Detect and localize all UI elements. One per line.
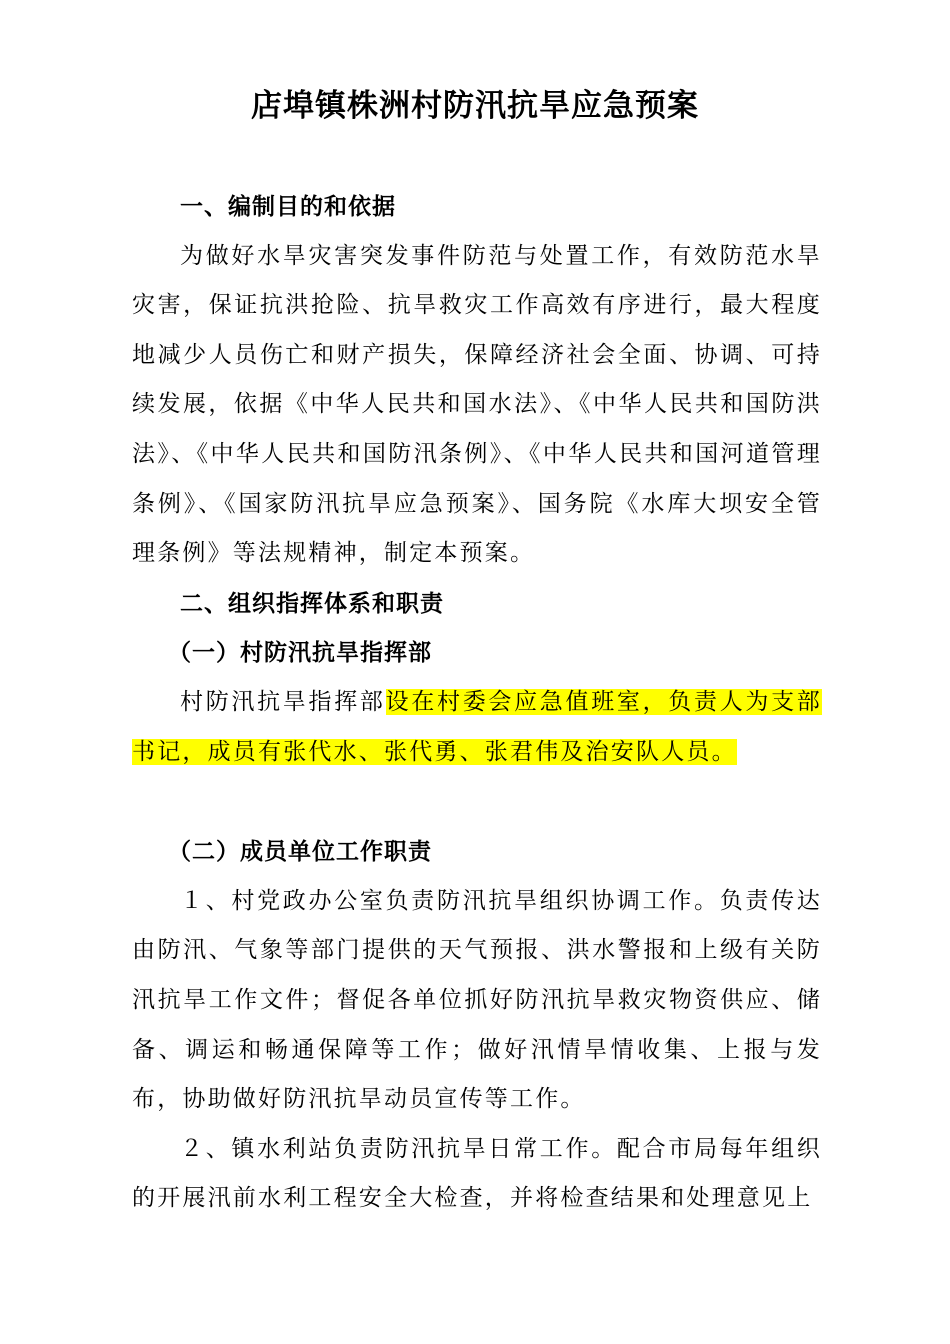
subsection-heading-command: （一）村防汛抗旱指挥部	[168, 639, 432, 667]
document-title: 店埠镇株洲村防汛抗旱应急预案	[251, 88, 699, 124]
highlighted-text: 设在村委会应急值班室，负责人为支部书记，成员有张代水、张代勇、张君伟及治安队人员。	[132, 688, 822, 765]
paragraph-command	[132, 678, 822, 777]
command-lead-text: 村防汛抗旱指挥部	[180, 688, 386, 715]
subsection-heading-duties: （二）成员单位工作职责	[168, 838, 432, 866]
section-heading-organization: 二、组织指挥体系和职责	[180, 589, 444, 617]
document-body	[132, 182, 822, 1224]
section-heading-purpose: 一、编制目的和依据	[180, 193, 396, 220]
paragraph-duty-2: ２、镇水利站负责防汛抗旱日常工作。配合市局每年组织的开展汛前水利工程安全大检查，并将检查结果和处理意见上	[132, 1135, 822, 1212]
paragraph-duty-1: １、村党政办公室负责防汛抗旱组织协调工作。负责传达由防汛、气象等部门提供的天气预报、洪水警报和上级有关防汛抗旱工作文件；督促各单位抓好防汛抗旱救灾物资供应、储备、调运和畅通保障等工作；做好汛情旱情收集、上报与发布，协助做好防汛抗旱动员宣传等工作。	[132, 887, 822, 1113]
blank-line	[132, 777, 822, 827]
paragraph-purpose: 为做好水旱灾害突发事件防范与处置工作，有效防范水旱灾害，保证抗洪抢险、抗旱救灾工作高效有序进行，最大程度地减少人员伤亡和财产损失，保障经济社会全面、协调、可持续发展，依据《中华人民共和国水法》、《中华人民共和国防洪法》、《中华人民共和国防汛条例》、《中华人民共和国河道管理条例》、《国家防汛抗旱应急预案》、国务院《水库大坝安全管理条例》等法规精神，制定本预案。	[132, 242, 822, 567]
